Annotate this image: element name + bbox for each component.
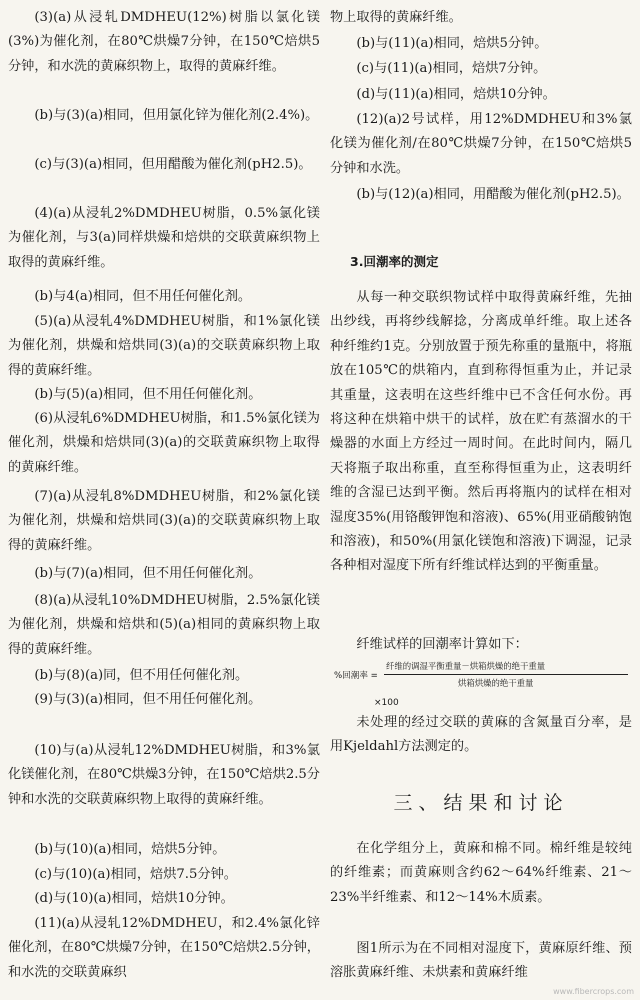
results-paragraph-1: 在化学组分上，黄麻和棉不同。棉纤维是较纯的纤维素；而黄麻则含约62～64%纤维素、21～23%半纤维素、和12～14%木质素。 xyxy=(330,841,632,905)
nitrogen-note: 未处理的经过交联的黄麻的含氮量百分率，是用Kjeldahl方法测定的。 xyxy=(330,715,632,755)
section-heading-moisture: 3.回潮率的测定 xyxy=(350,254,439,269)
moisture-method-paragraph: 从每一种交联织物试样中取得黄麻纤维，先抽出纱线，再将纱线解捻，分离成单纤维。取上述各种纤维约1克。分别放置于预先称重的量瓶中，将瓶放在105℃的烘箱内，直到称得恒重为止，并记录其重量，这表明在这些纤维中已不含任何水份。再将这种在烘箱中烘干的试样，放在贮有蒸溜水的干燥器的水面上方经过一周时间。在此时间内，隔几天将瓶子取出称重，直至称得恒重为止，这表明纤维的含湿已达到平衡。然后再将瓶内的试样在相对湿度35%(用铬酸钾饱和溶液)、65%(用亚硝酸钠饱和溶液)，和50%(用氯化镁饱和溶液)下调湿，记录各种相对湿度下所有纤维试样达到的平衡重量。 xyxy=(330,290,632,574)
section-heading-results: 三、结果和讨论 xyxy=(393,792,569,814)
item-10a: (10)与(a)从浸轧12%DMDHEU树脂，和3%氯化镁催化剂，在80℃烘燥3分钟，在150℃焙烘2.5分钟和水洗的交联黄麻织物上取得的黄麻纤维。 xyxy=(8,743,320,807)
item-7b: (b)与(7)(a)相同，但不用任何催化剂。 xyxy=(34,566,262,581)
item-10b: (b)与(10)(a)相同，焙烘5分钟。 xyxy=(34,842,226,857)
formula-intro: 纤维试样的回潮率计算如下： xyxy=(356,637,528,652)
item-5b: (b)与(5)(a)相同，但不用任何催化剂。 xyxy=(34,387,262,402)
item-12b: (b)与(12)(a)相同，用醋酸为催化剂(pH2.5)。 xyxy=(356,187,630,202)
item-4b: (b)与4(a)相同，但不用任何催化剂。 xyxy=(34,289,252,304)
item-11a-cont: 物上取得的黄麻纤维。 xyxy=(330,10,462,25)
item-11a: (11)(a)从浸轧12%DMDHEU，和2.4%氯化锌催化剂，在80℃烘燥7分钟，在150℃焙烘2.5分钟，和水洗的交联黄麻织 xyxy=(8,916,320,980)
item-11d: (d)与(11)(a)相同，焙烘10分钟。 xyxy=(356,87,556,102)
item-10d: (d)与(10)(a)相同，焙烘10分钟。 xyxy=(34,891,234,906)
item-7a: (7)(a)从浸轧8%DMDHEU树脂，和2%氯化镁为催化剂，烘燥和焙烘同(3)(a)的交联黄麻织物上取得的黄麻纤维。 xyxy=(8,489,320,553)
watermark: www.fibercrops.com xyxy=(553,987,634,996)
item-3a: (3)(a)从浸轧DMDHEU(12%)树脂以氯化镁(3%)为催化剂，在80℃烘燥7分钟，在150℃焙烘5分钟，和水洗的黄麻织物上，取得的黄麻纤维。 xyxy=(8,10,320,74)
results-paragraph-2: 图1所示为在不同相对湿度下，黄麻原纤维、预溶胀黄麻纤维、未烘素和黄麻纤维 xyxy=(330,941,632,981)
item-10c: (c)与(10)(a)相同，焙烘7.5分钟。 xyxy=(34,867,237,882)
item-4a: (4)(a)从浸轧2%DMDHEU树脂，0.5%氯化镁为催化剂，与3(a)同样烘燥和焙烘的交联黄麻织物上取得的黄麻纤维。 xyxy=(8,206,320,270)
item-3b: (b)与(3)(a)相同，但用氯化锌为催化剂(2.4%)。 xyxy=(34,108,319,123)
item-11b: (b)与(11)(a)相同，焙烘5分钟。 xyxy=(356,36,548,51)
item-11c: (c)与(11)(a)相同，焙烘7分钟。 xyxy=(356,61,547,76)
item-5a: (5)(a)从浸轧4%DMDHEU树脂，和1%氯化镁为催化剂，烘燥和焙烘同(3)(a)的交联黄麻织物上取得的黄麻纤维。 xyxy=(8,314,320,378)
item-8a: (8)(a)从浸轧10%DMDHEU树脂，2.5%氯化镁为催化剂，烘燥和焙烘和(5)(a)相同的黄麻织物上取得的黄麻纤维。 xyxy=(8,593,320,657)
item-3c: (c)与(3)(a)相同，但用醋酸为催化剂(pH2.5)。 xyxy=(34,157,312,172)
item-12a: (12)(a)2号试样，用12%DMDHEU和3%氯化镁为催化剂/在80℃烘燥7分钟，在150℃焙烘5分钟和水洗。 xyxy=(330,112,632,176)
moisture-regain-formula xyxy=(330,658,632,712)
fraction-bar xyxy=(384,674,628,675)
item-8b: (b)与(8)(a)同，但不用任何催化剂。 xyxy=(34,668,249,683)
formula-label: %回潮率 = xyxy=(334,671,378,681)
formula-numerator: 纤维的调湿平衡重量－烘箱烘燥的绝干重量 xyxy=(386,661,546,671)
item-9: (9)与(3)(a)相同，但不用任何催化剂。 xyxy=(34,692,262,707)
item-6: (6)从浸轧6%DMDHEU树脂，和1.5%氯化镁为催化剂，烘燥和焙烘同(3)(a)的交联黄麻织物上取得的黄麻纤维。 xyxy=(8,411,320,475)
formula-multiplier: ×100 xyxy=(374,698,399,708)
formula-denominator: 烘箱烘燥的绝干重量 xyxy=(458,678,534,688)
